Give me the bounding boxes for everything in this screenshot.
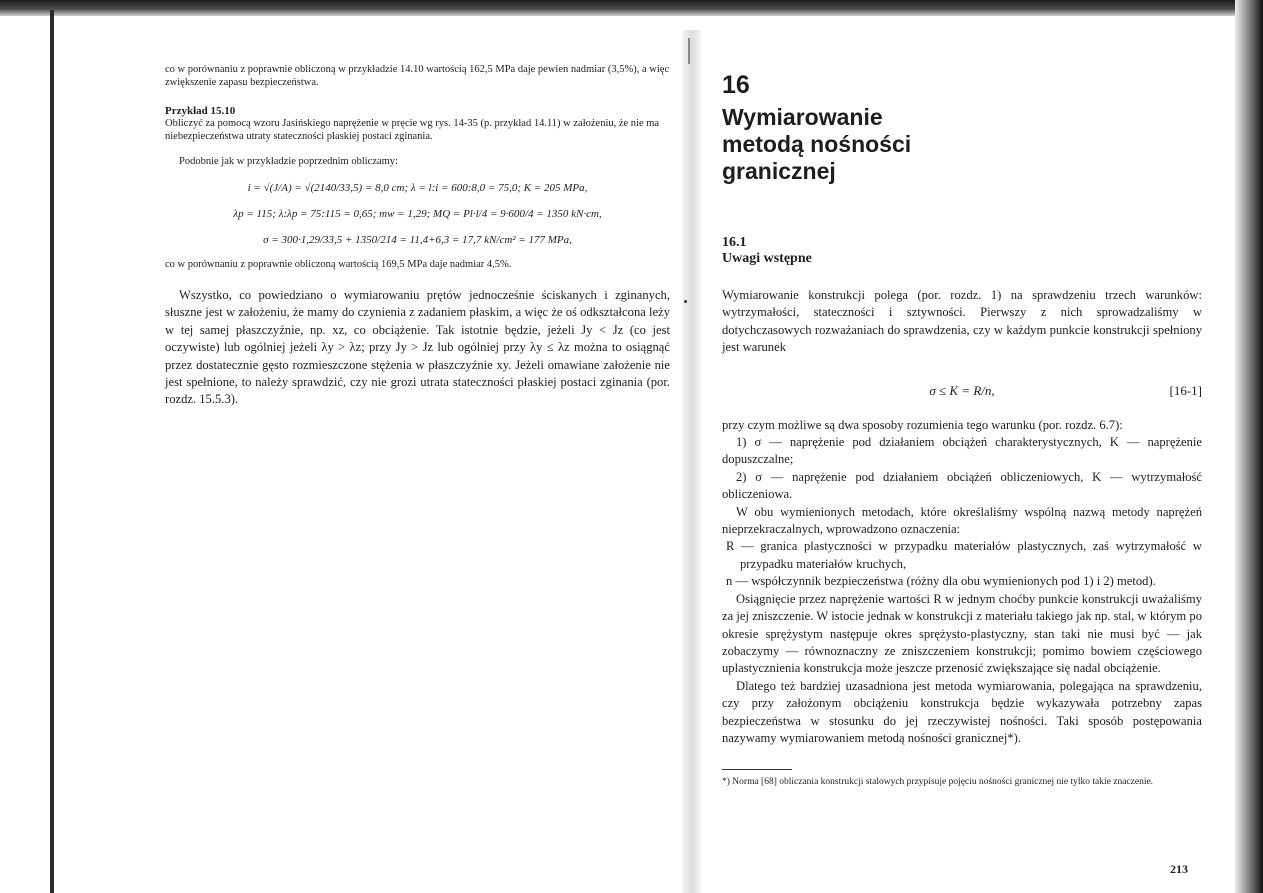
example-text: Obliczyć za pomocą wzoru Jasińskiego naprężenie w pręcie wg rys. 14-35 (p. przykład 14.11) w założeniu, że nie ma niebezpieczeństwa utraty stateczności płaskiej postaci zginania. (165, 118, 660, 142)
paragraph-conditions: przy czym możliwe są dwa sposoby rozumienia tego warunku (por. rozdz. 6.7): (722, 417, 1123, 432)
similar-text: Podobnie jak w przykładzie poprzednim obliczamy: (179, 156, 398, 167)
scan-right-shadow (1235, 0, 1263, 893)
body-paragraph: Wszystko, co powiedziano o wymiarowaniu prętów jednocześnie ściskanych i zginanych, słuszne jest w założeniu, że mamy do czynienia z zadaniem płaskim, a więc że oś odkształcona leży w tej samej płaszczyźnie, np. xz, co obciążenie. Tak istotnie będzie, jeżeli Jy < Jz (co jest oczywiste) lub ogólniej jeżeli λy > λz; przy Jy > Jz lub ogólniej przy λy ≤ λz można to osiągnąć przez dostatecznie gęsto rozmieszczone stężenia w płaszczyźnie xy. Jeżeli omawiane założenie nie jest spełnione, to należy sprawdzić, czy nie grozi utrata stateczności płaskiej postaci zginania (por. rozdz. 15.5.3). (165, 288, 670, 407)
definition-n: n — współczynnik bezpieczeństwa (różny dla obu wymienionych pod 1) i 2) metod). (726, 574, 1156, 589)
gutter-dot (684, 300, 687, 303)
page-number: 213 (1170, 862, 1188, 876)
definition-R: R — granica plastyczności w przypadku materiałów plastycznych, zaś wytrzymałość w przypadku materiałów kruchych, (726, 539, 1202, 571)
section-title: Uwagi wstępne (722, 251, 812, 266)
intro-line: co w porównaniu z poprawnie obliczoną w przykładzie 14.10 wartością 162,5 MPa daje pewien nadmiar (3,5%), a więc zwiększenie zapasu bezpieczeństwa. (165, 64, 670, 88)
section-number: 16.1 (722, 235, 747, 250)
paragraph-failure: Osiągnięcie przez naprężenie wartości R w jednym choćby punkcie konstrukcji uważaliśmy za jej zniszczenie. W istocie jednak w konstrukcji z materiału takiego jak np. stal, w którym po okresie sprężystym następuje okres sprężysto-plastyczny, stan taki nie musi być — jak zobaczymy — równoznaczny ze zniszczeniem konstrukcji; pomimo bowiem częściowego uplastycznienia konstrukcja może jeszcze przenosić zwiększające się nadal obciążenie. (722, 591, 1202, 676)
scan-left-edge (50, 10, 54, 893)
paragraph-method: Dlatego też bardziej uzasadniona jest metoda wymiarowania, polegająca na sprawdzeniu, czy przy założonym obciążeniu konstrukcja będzie wykazywała potrzebny zapas bezpieczeństwa w stosunku do jej rzeczywistej nośności. Taki sposób postępowania nazywamy wymiarowaniem metodą nośności granicznej*). (722, 678, 1202, 745)
equation-tag: [16-1] (1169, 382, 1202, 398)
formula-stress: σ = 300·1,29/33,5 + 1350/214 = 11,4+6,3 = 17,7 kN/cm² = 177 MPa, (263, 234, 572, 246)
gutter-mark (688, 38, 690, 64)
book-gutter (683, 30, 701, 893)
footnote-rule (722, 769, 792, 770)
chapter-number: 16 (722, 71, 750, 99)
scan-top-edge (0, 0, 1263, 16)
right-page (722, 70, 1202, 788)
example-title: Przykład 15.10 (165, 105, 236, 117)
equation-body: σ ≤ K = R/n, (929, 382, 995, 398)
footnote: *) Norma [68] obliczania konstrukcji stalowych przypisuje pojęciu nośności granicznej nie tylko takie znaczenie. (722, 777, 1154, 788)
left-page (165, 63, 670, 409)
chapter-title-line: metodą nośności (722, 131, 912, 157)
chapter-title-line: granicznej (722, 158, 836, 184)
chapter-title (722, 104, 1202, 185)
formula-moment: λp = 115; λ:λp = 75:115 = 0,65; mw = 1,29; MQ = Pl·l/4 = 9·600/4 = 1350 kN·cm, (233, 208, 602, 220)
condition-item-2: 2) σ — naprężenie pod działaniem obciążeń obliczeniowych, K — wytrzymałość obliczeniowa. (722, 469, 1202, 502)
condition-item-1: 1) σ — naprężenie pod działaniem obciążeń charakterystycznych, K — naprężenie dopuszczalne; (722, 435, 1202, 467)
formula-radius: i = √(J/A) = √(2140/33,5) = 8,0 cm; λ = l:i = 600:8,0 = 75,0; K = 205 MPa, (247, 182, 588, 194)
equation (722, 383, 1202, 399)
paragraph-intro: Wymiarowanie konstrukcji polega (por. rozdz. 1) na sprawdzeniu trzech warunków: wytrzymałości, stateczności i sztywności. Pierwszy z nich sprowadzaliśmy w dotychczasowych rozważaniach do sprawdzenia, czy w każdym punkcie konstrukcji spełniony jest warunek (722, 288, 1202, 355)
compare-line: co w porównaniu z poprawnie obliczoną wartością 169,5 MPa daje nadmiar 4,5%. (165, 259, 512, 270)
paragraph-notation: W obu wymienionych metodach, które określaliśmy wspólną nazwą metody naprężeń nieprzekraczalnych, wprowadzono oznaczenia: (722, 504, 1202, 537)
chapter-title-line: Wymiarowanie (722, 104, 883, 130)
